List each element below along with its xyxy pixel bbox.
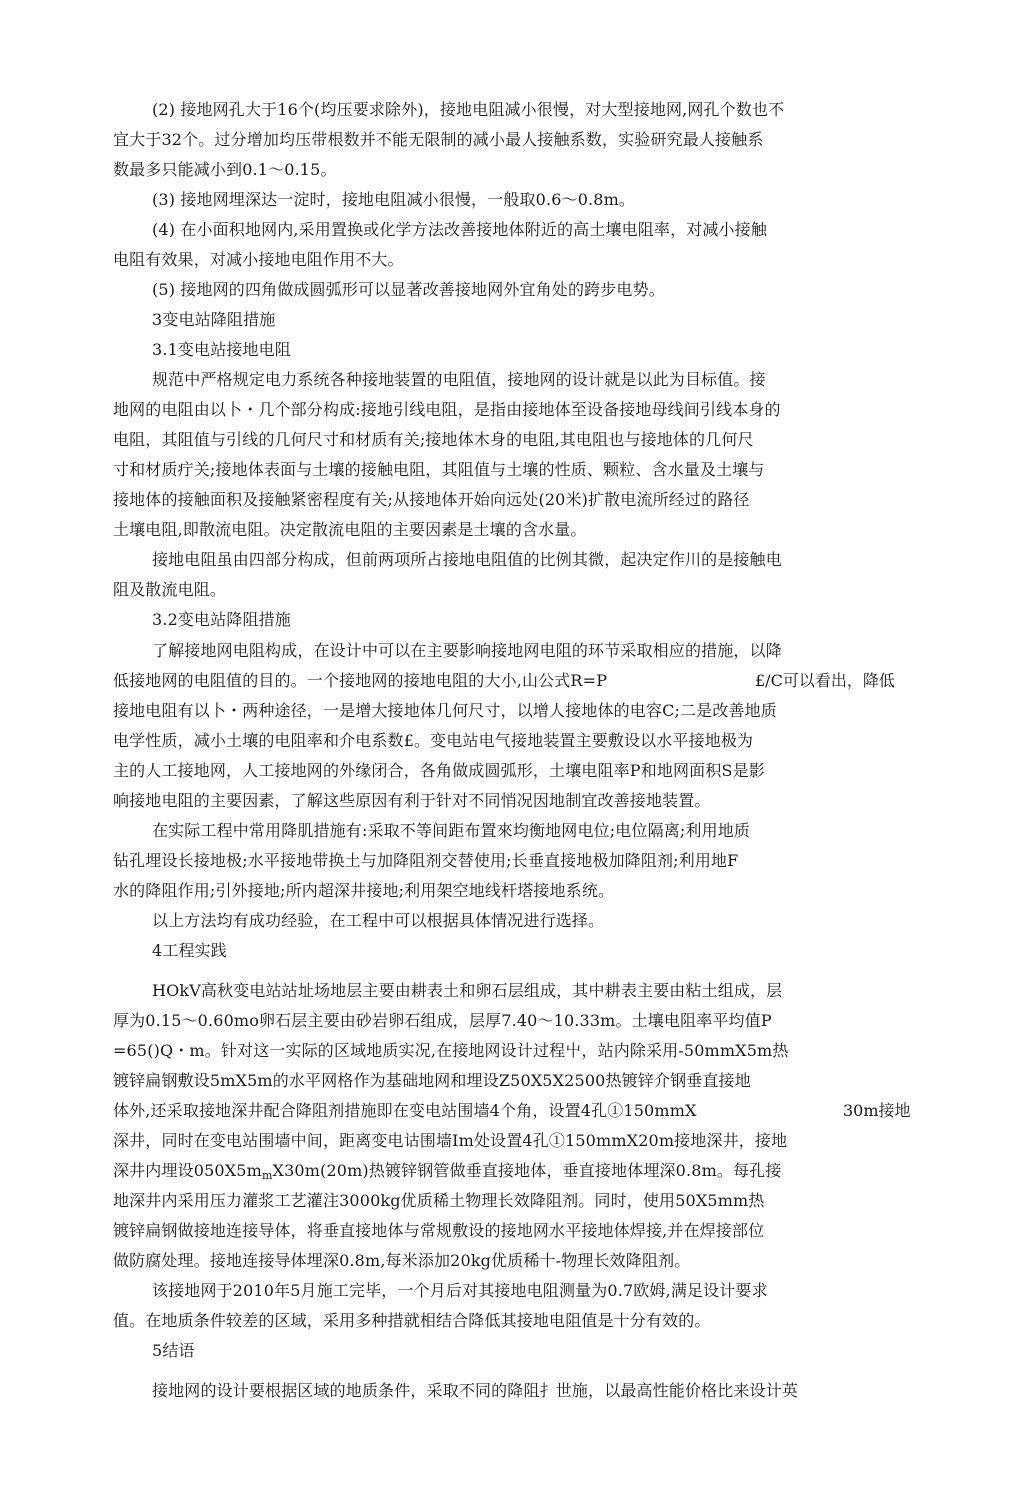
- line-segment: X30m(20m)热镀锌钢管做垂直接地体，垂直接地体埋深0.8m。每孔接: [272, 1161, 782, 1180]
- paragraph-line: 地网的电阻由以卜・几个部分构成:接地引线电阻，是指由接地体至设备接地母线间引线本身的: [113, 400, 781, 419]
- paragraph-line: =65()Q・m。针对这一实际的区域地质实况,在接地网设计过程屮，站内除采用-50mmX5m热: [113, 1041, 789, 1060]
- paragraph-line: (2) 接地网孔大于16个(均压要求除外)，接地电阻减小很慢，对大型接地网,网孔个数也不: [152, 100, 785, 119]
- paragraph-line: 响接地电阻的主要因素，了解这些原因有利于针对不同悄况因地制宜改善接地装置。: [113, 791, 711, 810]
- paragraph-line: 土壤电阻,即散流电阻。决定散流电阻的主要因素是土壤的含水量。: [113, 520, 587, 539]
- paragraph-line: (3) 接地网埋深达一淀时，接地电阻减小很慢，一般取0.6～0.8m。: [152, 190, 636, 209]
- subscript-m: m: [261, 1169, 273, 1182]
- paragraph-line: 镀锌扁钢做接地连接导体，将垂直接地体与常规敷设的接地网水平接地体焊接,并在焊接部位: [113, 1221, 765, 1240]
- paragraph-line: 厚为0.15～0.60mo卵石层主要由砂岩卵石组成，层厚7.40～10.33m。土壤电阻率平均值P: [113, 1011, 772, 1030]
- paragraph-line: (5) 接地网的四角做成圆弧形可以显著改善接地网外宜角处的跨步电势。: [152, 280, 665, 299]
- paragraph-line: 电学性质，减小土壤的电阻率和介电系数£。变电站电气接地装置主要敷设以水平接地极为: [113, 731, 754, 750]
- paragraph-line: 做防腐处理。接地连接导体埋深0.8m,每米添加20kg优质稀十-物理长效降阻剂。: [113, 1251, 691, 1270]
- paragraph-line: 地深井内采用压力灌浆工艺灌注3000kg优质稀土物理长效降阻剂。同时，使用50X5mm热: [113, 1191, 765, 1210]
- paragraph-line: 规范中严格规定电力系统各种接地装置的电阻值，接地网的设计就是以此为目标值。接: [152, 370, 766, 389]
- subsection-heading: 3.1变电站接地电阻: [152, 340, 291, 359]
- subsection-heading: 3.2变电站降阻措施: [152, 610, 291, 629]
- paragraph-line: HOkV高秋变电站站址场地层主要由耕表土和卵石层组成，其中耕表主要由粘土组成，层: [152, 981, 783, 1000]
- section-heading: 4工程实践: [152, 941, 227, 960]
- formula-fragment: £/C可以看出，降低: [755, 671, 895, 690]
- paragraph-line: 寸和材质疔关;接地体表面与土壤的接触电阻，其阻值与土壤的性质、颗粒、含水量及土壤与: [113, 460, 765, 479]
- paragraph-line: 低接地网的电阻值的目的。一个接地网的接地电阻的大小,山公式R=P: [113, 671, 608, 690]
- paragraph-line: 电阻，其阻值与引线的几何尺寸和材质有关;接地体木身的电阻,其电阻也与接地体的几何尺: [113, 430, 754, 449]
- line-fragment: 30m接地: [843, 1101, 911, 1120]
- paragraph-line: 在实际工程中常用降肌措施有:采取不等间距布置來均衡地网电位;电位隔离;利用地质: [152, 821, 751, 840]
- paragraph-line: 主的人工接地网，人工接地网的外缘闭合，各角做成圆弧形，土壤电阻率P和地网面积S是影: [113, 761, 765, 780]
- line-segment: 深井内埋设050X5m: [113, 1161, 262, 1180]
- paragraph-line: 阻及散流电阻。: [113, 580, 227, 599]
- paragraph-line: 接地电阻有以卜・两种途径，一是增大接地体几何尺寸，以增人接地体的电容C;二是改善地质: [113, 701, 777, 720]
- section-heading: 5结语: [152, 1341, 195, 1360]
- paragraph-line: 钻孔埋设长接地极;水平接地带换土与加降阻剂交替使用;长垂直接地极加降阻剂;利用地F: [113, 851, 739, 870]
- paragraph-line: 该接地网于2010年5月施工完毕，一个月后对其接地电阻测量为0.7欧姆,满足设计要求: [152, 1281, 768, 1300]
- paragraph-line: 值。在地质条件较差的区域，采用多种措就相结合降低其接地电阻值是十分有效的。: [113, 1311, 711, 1330]
- paragraph-line: 了解接地网电阻构成，在设计中可以在主要影响接地网电阻的环节采取相应的措施，以降: [152, 641, 782, 660]
- paragraph-line: 接地体的接触面积及接触紧密程度有关;从接地体开始向远处(20米)扩散电流所经过的路径: [113, 490, 750, 509]
- paragraph-line: 接地网的设计要根据区域的地质条件，采取不同的降阻扌世施，以最高性能价格比来设计英: [152, 1381, 799, 1400]
- paragraph-line: 水的降阻作用;引外接地;所内超深井接地;利用架空地线杆塔接地系统。: [113, 881, 615, 900]
- paragraph-line: 以上方法均有成功经验，在工程中可以根据具体情况进行选择。: [152, 911, 605, 930]
- paragraph-line: 宜大于32个。过分增加均压带根数并不能无限制的减小最人接触系数，实验研究最人接触系: [113, 130, 764, 149]
- paragraph-line: 接地电阻虽由四部分构成，但前两项所占接地电阻值的比例其微，起决定作川的是接触电: [152, 550, 782, 569]
- paragraph-line: 镀锌扁钢敷设5mX5m的水平网格作为基础地网和埋设Z50X5X2500热镀锌介钢垂直接地: [113, 1071, 751, 1090]
- paragraph-line: 深井，同时在变电站围墙中间，距离变电诂围墙Im处设置4孔①150mmX20m接地深井，接地: [113, 1131, 788, 1150]
- paragraph-line: 数最多只能减小到0.1～0.15。: [113, 160, 337, 179]
- paragraph-line: 体外,还采取接地深井配合降阻剂措施即在变电站围墙4个角，设置4孔①150mmX: [113, 1101, 697, 1120]
- paragraph-line: [113, 1160, 782, 1187]
- paragraph-line: 电阻有效果，对减小接地电阻作用不大。: [113, 250, 404, 269]
- section-heading: 3变电站降阻措施: [152, 310, 276, 329]
- paragraph-line: (4) 在小面积地网内,采用置换或化学方法改善接地体附近的高土壤电阻率，对减小接触: [152, 220, 767, 239]
